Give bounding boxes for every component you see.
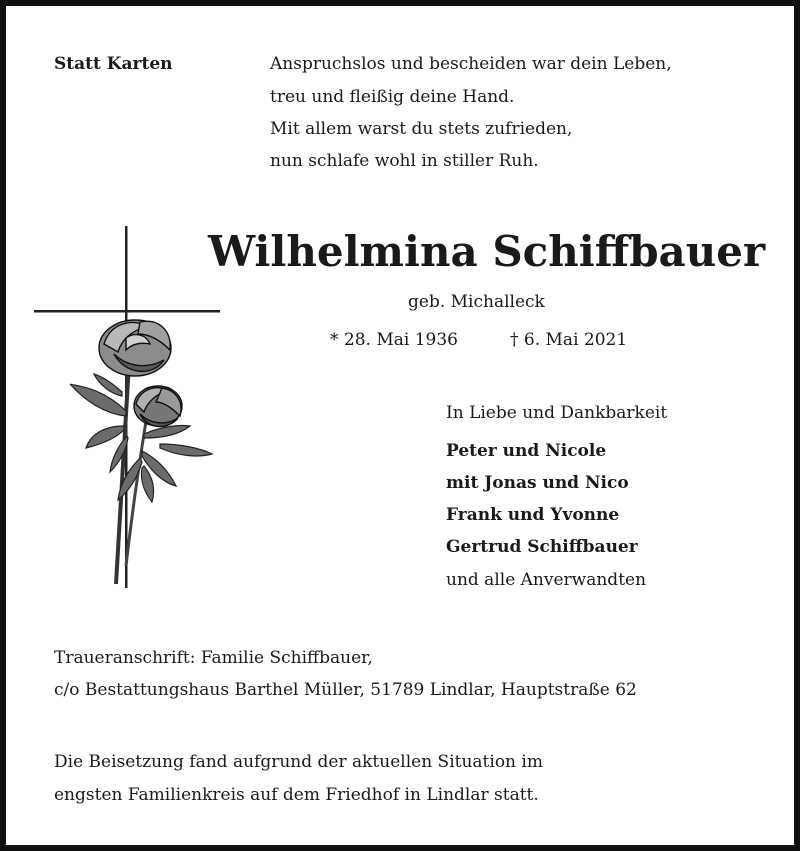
poem-line: Mit allem warst du stets zufrieden, <box>270 119 573 139</box>
cross-with-rose-icon <box>30 226 226 590</box>
mourner-name: Frank und Yvonne <box>446 505 620 525</box>
mourner-name: mit Jonas und Nico <box>446 473 629 493</box>
mourners-closing: und alle Anverwandten <box>446 570 647 590</box>
burial-notice-line: engsten Familienkreis auf dem Friedhof in Lindlar statt. <box>54 785 539 805</box>
address-line: c/o Bestattungshaus Barthel Müller, 51789 Lindlar, Hauptstraße 62 <box>54 680 637 700</box>
deceased-name: Wilhelmina Schiffbauer <box>208 227 766 276</box>
statt-karten-label: Statt Karten <box>54 54 173 74</box>
address-line: Traueranschrift: Familie Schiffbauer, <box>54 648 373 668</box>
poem-line: nun schlafe wohl in stiller Ruh. <box>270 151 539 171</box>
maiden-name: geb. Michalleck <box>408 292 545 312</box>
death-date: † 6. Mai 2021 <box>510 330 628 350</box>
poem-line: treu und fleißig deine Hand. <box>270 87 515 107</box>
mourners-intro: In Liebe und Dankbarkeit <box>446 403 668 423</box>
poem-line: Anspruchslos und bescheiden war dein Leben, <box>270 54 672 74</box>
birth-date: * 28. Mai 1936 <box>330 330 458 350</box>
mourner-name: Gertrud Schiffbauer <box>446 537 638 557</box>
mourner-name: Peter und Nicole <box>446 441 607 461</box>
burial-notice-line: Die Beisetzung fand aufgrund der aktuellen Situation im <box>54 752 543 772</box>
